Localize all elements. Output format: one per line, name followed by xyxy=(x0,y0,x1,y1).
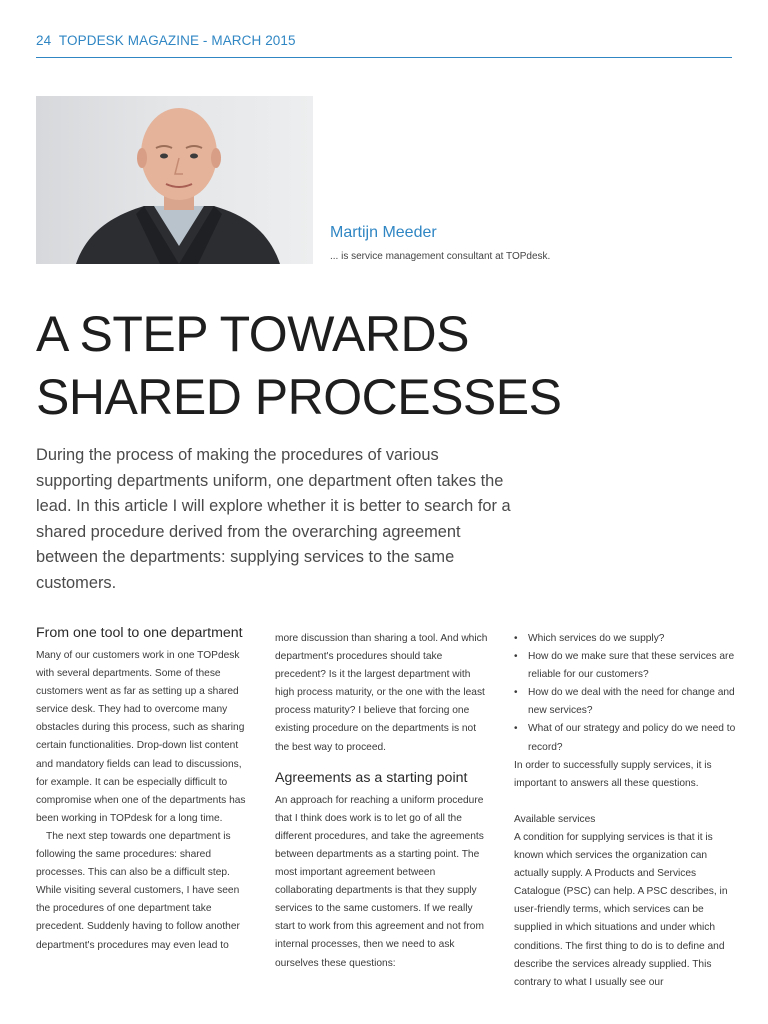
column-2-paragraph-1: more discussion than sharing a tool. And which department's procedures should take precedent? Is it the largest department with high process maturity, or the one with the least process maturity? I believe that forcing one existing procedure on the departments is not the best way to proceed. xyxy=(275,633,488,753)
publication-name: TOPDESK MAGAZINE - MARCH 2015 xyxy=(58,33,296,48)
list-item: • How do we make sure that these services are reliable for our customers? xyxy=(514,648,736,684)
article-title xyxy=(36,303,636,429)
author-photo xyxy=(36,96,313,264)
article-intro: During the process of making the procedures of various supporting departments uniform, one department often takes the lead. In this article I will explore whether it is better to search for a shared procedure derived from the overarching agreement between the departments: supplying services to the same customers. xyxy=(36,446,511,592)
page-header xyxy=(36,33,732,58)
column-1 xyxy=(36,624,250,955)
title-line-2: SHARED PROCESSES xyxy=(36,369,562,425)
section-heading-available-services: Available services xyxy=(514,813,596,825)
section-heading-agreements: Agreements as a starting point xyxy=(275,769,468,786)
list-item: • Which services do we supply? xyxy=(514,630,736,648)
list-item: • How do we deal with the need for change and new services? xyxy=(514,684,736,720)
column-3-paragraph-2: A condition for supplying services is that it is known which services the organization can actually supply. A Products and Services Catalogue (PSC) can help. A PSC describes, in user-friendly terms, which services can be supplied in which situations and under which conditions. The first thing to do is to define and describe the services already supplied. This contrary to what I usually see our xyxy=(514,831,728,988)
page-number: 24 xyxy=(36,33,52,48)
author-name: Martijn Meeder xyxy=(330,224,437,241)
column-1-paragraph-1: Many of our customers work in one TOPdesk with several departments. Some of these customers went as far as setting up a shared service desk. They had to overcome many obstacles during this process, such as sharing certain functionalities. Drop-down list content and mandatory fields can lead to discussions, for example. It can be especially difficult to compromise when one of the departments has been working in TOPdesk for a long time. xyxy=(36,650,246,824)
column-2 xyxy=(275,630,489,973)
author-role: ... is service management consultant at TOPdesk. xyxy=(330,251,551,262)
title-line-1: A STEP TOWARDS xyxy=(36,306,469,362)
question-list xyxy=(514,630,736,757)
column-2-paragraph-2: An approach for reaching a uniform procedure that I think does work is to let go of all the different procedures, and take the agreements between departments as a starting point. The most important agreement between collaborating departments is that they supply services to the same customers. If we really start to work from this agreement and not from internal processes, then we need to ask ourselves these questions: xyxy=(275,794,484,969)
author-byline xyxy=(330,224,550,262)
list-item: • What of our strategy and policy do we need to record? xyxy=(514,720,736,756)
section-heading-one-tool: From one tool to one department xyxy=(36,625,243,641)
column-3 xyxy=(514,630,736,992)
column-1-paragraph-2: The next step towards one department is following the same procedures: shared processes. This can also be a difficult step. While visiting several customers, I have seen the procedures of one department take precedent. Suddenly having to follow another department's procedures may even lead to xyxy=(36,830,240,951)
column-3-paragraph-1: In order to successfully supply services, it is important to answers all these questions. xyxy=(514,759,712,789)
